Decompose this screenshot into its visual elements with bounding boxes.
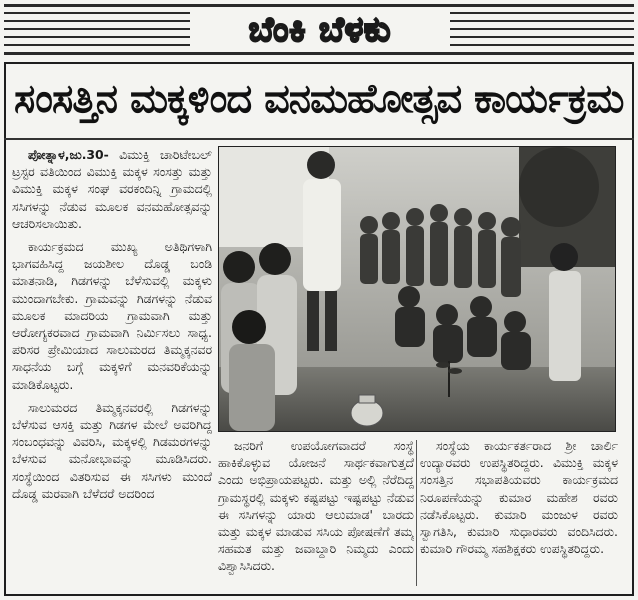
- article-column-left: [12, 146, 212, 590]
- boy-right: [549, 243, 581, 381]
- article-paragraph: ಸಾಲುಮರದ ತಿಮ್ಮಕ್ಕನವರಲ್ಲಿ ಗಿಡಗಳನ್ನು ಬೆಳೆಸುವ ಆಸಕ್ತಿ ಮತ್ತು ಗಿಡಗಳ ಮೇಲೆ ಅವರಿಗಿದ್ದ ಸಂಬಂಧವನ್ನು ವಿವರಿಸಿ, ಮಕ್ಕಳಲ್ಲಿ ಗಿಡಮರಗಳನ್ನು ಬೆಳಸುವ ಮನೋಭಾವನ್ನು ಮೂಡಿಸಿದರು. ಸಂಸ್ಥೆಯಿಂದ ವಿತರಿಸುವ ಈ ಸಸಿಗಳು ಮುಂದೆ ದೊಡ್ಡ ಮರವಾಗಿ ಬೆಳೆದರೆ ಅದರಿಂದ: [12, 399, 212, 501]
- article-column-right: [420, 437, 618, 589]
- article-headline: ಸಂಸತ್ತಿನ ಮಕ್ಕಳಿಂದ ವನಮಹೋತ್ಸವ ಕಾರ್ಯಕ್ರಮ: [14, 76, 624, 122]
- article-column-middle: [218, 437, 414, 589]
- masthead-rule: [4, 52, 634, 55]
- masthead-title: ಬೆಂಕಿ ಬೆಳಕು: [190, 8, 450, 52]
- article-paragraph: ಜನರಿಗೆ ಉಪಯೋಗವಾದರೆ ಸಂಸ್ಥೆ ಹಾಕಿಕೊಳ್ಳುವ ಯೋಜನೆ ಸಾರ್ಥಕವಾಗುತ್ತದೆ ಎಂದು ಅಭಿಪ್ರಾಯಪಟ್ಟರು. ಮತ್ತು ಅಲ್ಲಿ ನೆರೆದಿದ್ದ ಗ್ರಾಮಸ್ಥರಲ್ಲಿ ಮಕ್ಕಳು ಕಷ್ಟಪಟ್ಟು ಇಷ್ಟಪಟ್ಟು ನೆಡುವ ಈ ಸಸಿಗಳನ್ನು ಯಾರು ಆಲುಮಾಡ' ಬಾರದು ಮತ್ತು ಮಕ್ಕಳ ಮಾಡುವ ಸಸಿಯ ಪೋಷಣೆಗೆ ತಮ್ಮ ಸಹಮತ ಮತ್ತು ಜವಾಬ್ದಾರಿ ನಿಮ್ಮದು ಎಂದು ವಿಶ್ವಾಸಿಸಿದರು.: [218, 438, 414, 574]
- news-photo: [218, 146, 616, 432]
- column-divider: [416, 440, 417, 586]
- article-paragraph: ಸಂಸ್ಥೆಯ ಕಾರ್ಯಕರ್ತರಾದ ಶ್ರೀ ಚಾರ್ಲಿ ಉದ್ಯಾರವರು ಉಪಸ್ಥಿತರಿದ್ದರು. ವಿಮುಕ್ತಿ ಮಕ್ಕಳ ಸಂಸತ್ತಿನ ಸಭಾಪತಿಯವರು ಕಾರ್ಯಕ್ರಮದ ನಿರೂಪಣೆಯನ್ನು ಕುಮಾರ ಮಹೇಶ ರವರು ನಡೆಸಿಕೊಟ್ಟರು. ಕುಮಾರಿ ಮಂಜುಳ ರವರು ಸ್ವಾಗತಿಸಿ, ಕುಮಾರಿ ಸುಧಾರವರು ವಂದಿಸಿದರು. ಕುಮಾರಿ ಗೌರಮ್ಮ ಸಹಶಿಕ್ಷಕರು ಉಪಸ್ಥಿತರಿದ್ದರು.: [420, 438, 618, 557]
- paragraph-text: ವಿಮುಕ್ತಿ ಚಾರಿಟೇಬಲ್ ಟ್ರಸ್ಟರ ವತಿಯಿಂದ ವಿಮುಕ್ತಿ ಮಕ್ಕಳ ಸಂಸತ್ತು ಮತ್ತು ವಿಮುಕ್ತಿ ಮಕ್ಕಳ ಸಂಘ ವರಕಂದಿನ್ನಿ ಗ್ರಾಮದಲ್ಲಿ ಸಸಿಗಳನ್ನು ನೆಡುವ ಮೂಲಕ ವನಮಹೋತ್ಸವನ್ನು ಆಚರಿಸಲಾಯಿತು.: [12, 147, 212, 231]
- dateline: ಪೋತ್ನಾಳ,ಜು.30-: [28, 147, 109, 162]
- tree-canopy: [519, 147, 599, 227]
- masthead: [0, 0, 638, 60]
- photo-illustration: [219, 147, 615, 431]
- headline-rule: [4, 138, 634, 140]
- article-paragraph: ಕಾರ್ಯಕ್ರಮದ ಮುಖ್ಯ ಅತಿಥಿಗಳಾಗಿ ಭಾಗವಹಿಸಿದ್ದ ಜಯಶೀಲ ದೊಡ್ಡ ಬಂಡಿ ಮಾತನಾಡಿ, ಗಿಡಗಳನ್ನು ಬೆಳೆಸುವಲ್ಲಿ ಮಕ್ಕಳು ಮುಂದಾಗಬೇಕು. ಗ್ರಾಮವನ್ನು ಗಿಡಗಳನ್ನು ನೆಡುವ ಮೂಲಕ ಮಾದರಿಯ ಗ್ರಾಮವಾಗಿ ಮತ್ತು ಆರೋಗ್ಯಕರವಾದ ಗ್ರಾಮವಾಗಿ ನಿರ್ಮಿಸಲು ಸಾಧ್ಯ. ಪರಿಸರ ಪ್ರೇಮಿಯಾದ ಸಾಲುಮರದ ತಿಮ್ಮಕ್ಕನವರ ಸಾಧನೆಯ ಬಗ್ಗೆ ಮಕ್ಕಳಿಗೆ ಮನವರಿಕೆಯನ್ನು ಮಾಡಿಕೊಟ್ಟರು.: [12, 239, 212, 392]
- masthead-rule: [4, 4, 634, 7]
- article-paragraph: [12, 146, 212, 232]
